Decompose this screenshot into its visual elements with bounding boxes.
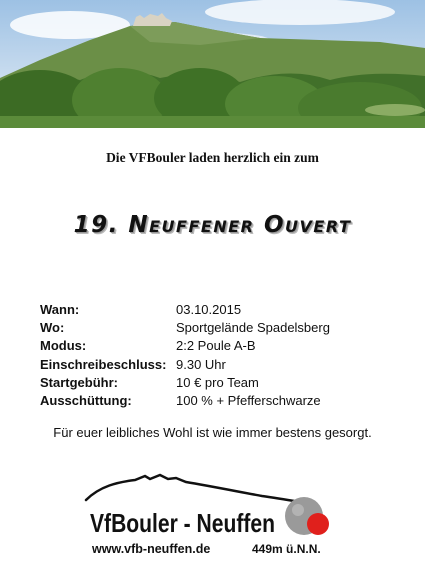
logo-red-ball (307, 513, 329, 535)
detail-value: 100 % + Pfefferschwarze (176, 393, 321, 409)
logo-website: www.vfb-neuffen.de (92, 542, 211, 556)
event-title-text: 19. Neuffener Ouvert (73, 212, 352, 238)
logo-name: VfBouler - Neuffen (90, 508, 275, 538)
logo-hill-outline (86, 475, 312, 502)
detail-label: Modus: (40, 338, 87, 354)
logo-elevation: 449m ü.N.N. (252, 542, 321, 556)
detail-value: 03.10.2015 (176, 302, 242, 317)
detail-row-when (40, 301, 385, 319)
detail-row-where (40, 319, 385, 337)
detail-label: Wo: (40, 320, 65, 336)
landscape-banner-image (0, 0, 425, 128)
detail-row-payout (40, 392, 385, 410)
invitation-line: Die VFBouler laden herzlich ein zum (106, 150, 319, 165)
detail-label: Ausschüttung: (40, 393, 132, 409)
club-logo (0, 470, 425, 561)
event-details (40, 301, 385, 410)
detail-value: Sportgelände Spadelsberg (176, 320, 330, 336)
closing-note: Für euer leibliches Wohl ist wie immer bestens gesorgt. (53, 425, 372, 440)
detail-value: 9.30 Uhr (176, 356, 226, 372)
detail-value: 2:2 Poule A-B (176, 338, 256, 354)
detail-row-mode (40, 337, 385, 355)
detail-value: 10 € pro Team (176, 374, 259, 390)
detail-row-registration-deadline (40, 356, 385, 374)
detail-row-entry-fee (40, 374, 385, 392)
detail-label: Einschreibeschluss: (40, 356, 167, 372)
detail-label: Startgebühr: (40, 374, 118, 390)
detail-label: Wann: (40, 302, 80, 317)
event-title (0, 212, 425, 238)
